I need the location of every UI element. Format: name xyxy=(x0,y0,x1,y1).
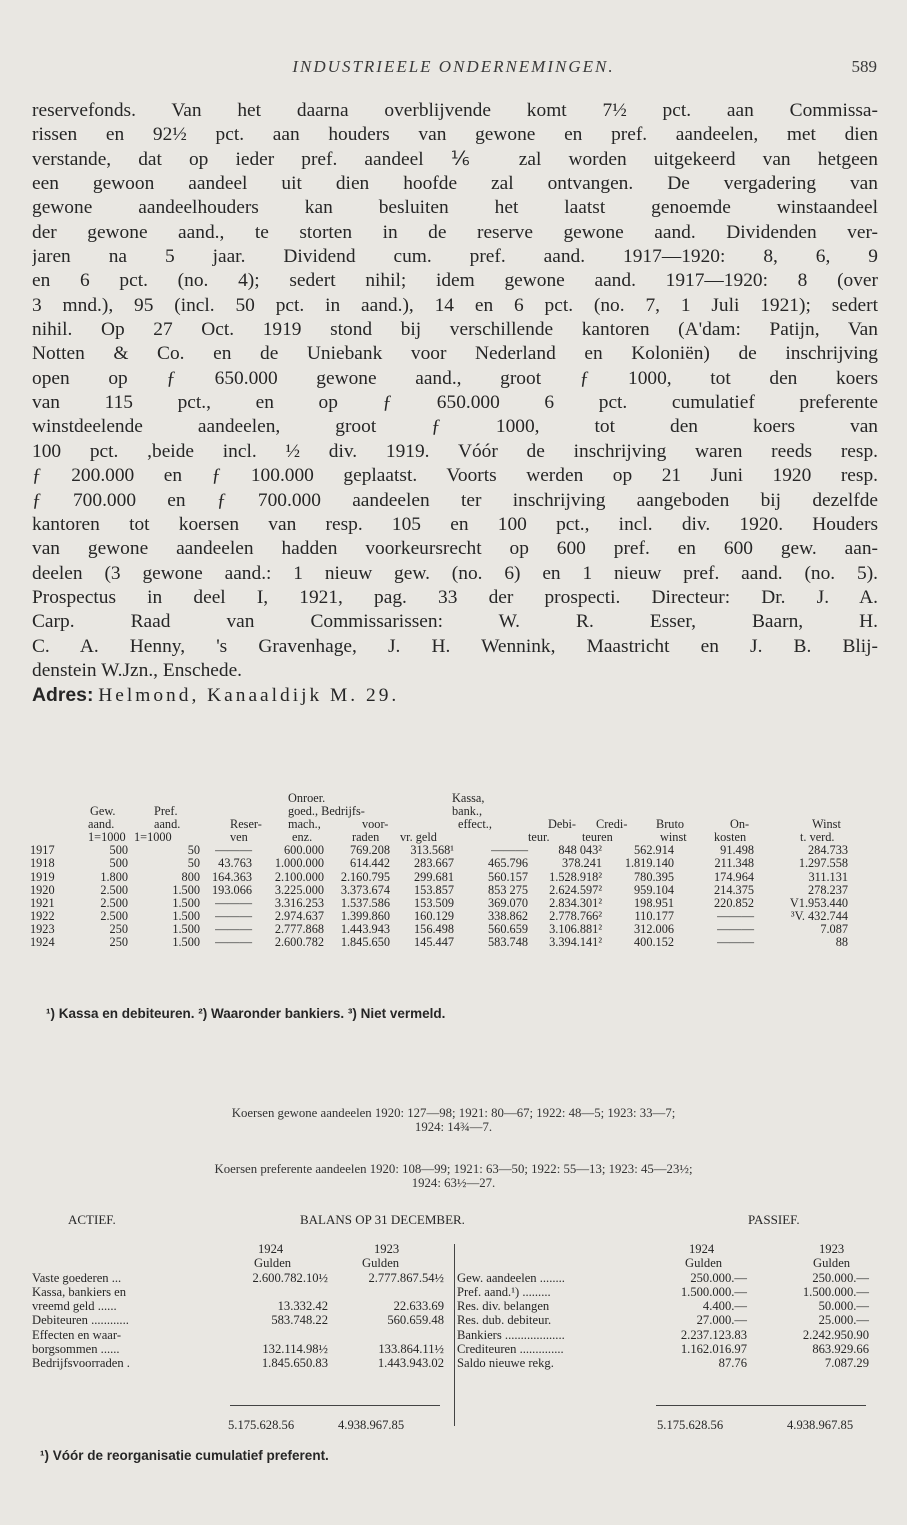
running-header-title: INDUSTRIEELE ONDERNEMINGEN. xyxy=(292,57,615,76)
table-cell: 959.104 xyxy=(634,882,674,897)
table-cell: V1.953.440 xyxy=(789,895,848,910)
balance-row xyxy=(32,1285,452,1299)
col-header: effect., xyxy=(458,817,492,832)
year-cell: 1921 xyxy=(30,895,55,910)
table-cell: 562.914 xyxy=(634,843,674,858)
table-cell: 43.763 xyxy=(218,856,252,871)
table-cell: 250 xyxy=(109,921,128,936)
table-cell: 311.131 xyxy=(808,869,848,884)
table-cell: 1.500 xyxy=(172,935,200,950)
table-cell: 2.160.795 xyxy=(340,869,390,884)
table-cell: 378.241 xyxy=(562,856,602,871)
col-header: ven xyxy=(230,830,248,845)
text-line: reservefonds. Van het daarna overblijvende komt 7½ pct. aan Commissa- xyxy=(32,100,878,121)
balance-label: Gew. aandeelen ........ xyxy=(457,1270,565,1285)
table-cell: 2.834.301² xyxy=(549,895,602,910)
balance-passief xyxy=(457,1242,877,1371)
table-cell: 3.225.000 xyxy=(274,882,324,897)
year-a: 1924 xyxy=(258,1242,284,1256)
table-cell: 2.500 xyxy=(100,895,128,910)
col-header: Debi- xyxy=(548,817,576,832)
balance-value: 1.443.943.02 xyxy=(377,1356,444,1371)
col-header: goed., Bedrijfs- xyxy=(288,804,365,819)
table-cell: 848 043² xyxy=(558,843,602,858)
col-header: enz. xyxy=(292,830,313,845)
total-a: 5.175.628.56 xyxy=(228,1418,295,1432)
year-cell: 1924 xyxy=(30,935,55,950)
table-cell: 145.447 xyxy=(414,935,454,950)
text-line: van 115 pct., en op ƒ 650.000 6 pct. cumulatief preferente xyxy=(32,392,878,414)
table-cell: 2.100.000 xyxy=(274,869,324,884)
balance-row xyxy=(32,1313,452,1327)
balance-value: 560.659.48 xyxy=(387,1313,444,1328)
balance-value: 1.500.000.— xyxy=(680,1284,747,1299)
text-line: 100 pct. ,beide incl. ½ div. 1919. Vóór de inschrijving waren reeds resp. xyxy=(32,440,878,462)
table-cell: 614.442 xyxy=(350,856,390,871)
year-header xyxy=(457,1242,877,1256)
balance-label: Crediteuren .............. xyxy=(457,1342,564,1357)
table-row xyxy=(30,871,878,884)
unit-header xyxy=(32,1256,452,1270)
balance-row xyxy=(32,1271,452,1285)
table-cell: 2.624.597² xyxy=(549,882,602,897)
balance-label: Debiteuren ............ xyxy=(32,1313,129,1328)
actief-totals xyxy=(32,1418,452,1432)
text-line: jaren na 5 jaar. Dividend cum. pref. aand. 1917—1920: 8, 6, 9 xyxy=(32,246,878,268)
text-line: en 6 pct. (no. 4); sedert nihil; idem gewone aand. 1917—1920: 8 (over xyxy=(32,270,878,292)
balance-value: 1.845.650.83 xyxy=(261,1356,328,1371)
balance-label: Res. div. belangen xyxy=(457,1299,550,1314)
balance-row xyxy=(457,1285,877,1299)
table-cell: 284.733 xyxy=(808,843,848,858)
text-line: Prospectus in deel I, 1921, pag. 33 der prospecti. Directeur: Dr. J. A. xyxy=(32,586,878,608)
table-cell: 214.375 xyxy=(714,882,754,897)
balance-value: 22.633.69 xyxy=(393,1299,444,1314)
passief-totals xyxy=(457,1418,877,1432)
table-cell: 600.000 xyxy=(284,843,324,858)
text-line: kantoren tot koersen van resp. 105 en 100 pct., incl. div. 1920. Houders xyxy=(32,513,878,535)
year-cell: 1920 xyxy=(30,882,55,897)
year-cell: 1918 xyxy=(30,856,55,871)
year-header xyxy=(32,1242,452,1256)
table-cell: ——— xyxy=(215,895,252,910)
total-rule xyxy=(230,1405,440,1406)
table-cell: 193.066 xyxy=(212,882,252,897)
adres-line xyxy=(32,683,878,707)
table-cell: 153.509 xyxy=(414,895,454,910)
table-cell: 465.796 xyxy=(488,856,528,871)
table-cell: 769.208 xyxy=(350,843,390,858)
table-row xyxy=(30,857,878,870)
table-row xyxy=(30,884,878,897)
balance-value: 25.000.— xyxy=(818,1313,869,1328)
table-row xyxy=(30,936,878,949)
col-header: Gew. xyxy=(90,804,116,819)
table-cell: ——— xyxy=(717,921,754,936)
unit-header xyxy=(457,1256,877,1270)
col-header: Credi- xyxy=(596,817,628,832)
text-line: verstande, dat op ieder pref. aandeel ⅙ zal worden uitgekeerd van hetgeen xyxy=(32,148,878,170)
balance-actief xyxy=(32,1242,452,1371)
page-number: 589 xyxy=(851,57,877,76)
table-cell: ——— xyxy=(215,843,252,858)
total-a: 5.175.628.56 xyxy=(657,1418,724,1432)
year-b: 1923 xyxy=(374,1242,400,1256)
actief-rows xyxy=(32,1271,452,1371)
text-line: rissen en 92½ pct. aan houders van gewone en pref. aandeelen, met dien xyxy=(32,124,878,146)
text-line: 3 mnd.), 95 (incl. 50 pct. in aand.), 14 en 6 pct. (no. 7, 1 Juli 1921); sedert xyxy=(32,294,878,316)
balance-value: 1.500.000.— xyxy=(802,1284,869,1299)
balance-label: Res. dub. debiteur. xyxy=(457,1313,552,1328)
text-line: nihil. Op 27 Oct. 1919 stond bij verschillende kantoren (A'dam: Patijn, Van xyxy=(32,319,878,341)
balance-value: 863.929.66 xyxy=(812,1342,869,1357)
text-line: Carp. Raad van Commissarissen: W. R. Esser, Baarn, H. xyxy=(32,611,878,633)
balance-value: 27.000.— xyxy=(696,1313,747,1328)
balance-row xyxy=(32,1328,452,1342)
balance-value: 1.162.016.97 xyxy=(680,1342,747,1357)
text-line: deelen (3 gewone aand.: 1 nieuw gew. (no. 6) en 1 nieuw pref. aand. (no. 5). xyxy=(32,562,878,584)
balance-value: 132.114.98½ xyxy=(262,1342,328,1357)
table-cell: 7.087 xyxy=(820,921,848,936)
balance-divider xyxy=(454,1244,455,1426)
balance-value: 2.242.950.90 xyxy=(802,1327,869,1342)
koersen-preferente xyxy=(0,1162,907,1190)
balance-label: Vaste goederen ... xyxy=(32,1270,122,1285)
col-header: Pref. xyxy=(154,804,178,819)
balance-row xyxy=(457,1342,877,1356)
col-header: kosten xyxy=(714,830,747,845)
col-header: vr. geld xyxy=(400,830,437,845)
koersen-line: 1924: 14¾—7. xyxy=(414,1120,493,1134)
text-line: ƒ 200.000 en ƒ 100.000 geplaatst. Voorts werden op 21 Juni 1920 resp. xyxy=(32,465,878,487)
adres-label: Adres: xyxy=(32,684,94,707)
koersen-line: Koersen gewone aandeelen 1920: 127—98; 1921: 80—67; 1922: 48—5; 1923: 33—7; xyxy=(231,1106,676,1120)
table-cell: ——— xyxy=(215,908,252,923)
table-cell: 50 xyxy=(187,843,200,858)
table-cell: 50 xyxy=(187,856,200,871)
table-cell: 338.862 xyxy=(488,908,528,923)
table-cell: 2.777.868 xyxy=(274,921,324,936)
table-cell: 2.600.782 xyxy=(274,935,324,950)
text-line: van gewone aandeelen hadden voorkeursrecht op 600 pref. en 600 gew. aan- xyxy=(32,538,878,560)
table-cell: 369.070 xyxy=(488,895,528,910)
col-header: aand. xyxy=(88,817,115,832)
passief-label: PASSIEF. xyxy=(748,1212,800,1227)
table-cell: 3.394.141² xyxy=(549,935,602,950)
col-header: teuren xyxy=(582,830,613,845)
table-cell: 1.800 xyxy=(100,869,128,884)
balance-label: borgsommen ...... xyxy=(32,1342,120,1357)
year-a: 1924 xyxy=(689,1242,715,1256)
year-cell: 1923 xyxy=(30,921,55,936)
balance-value: 2.237.123.83 xyxy=(680,1327,747,1342)
total-rule xyxy=(656,1405,866,1406)
table-cell: ——— xyxy=(215,921,252,936)
koersen-gewone xyxy=(0,1106,907,1134)
text-line: ƒ 700.000 en ƒ 700.000 aandeelen ter inschrijving aangeboden bij dezelfde xyxy=(32,489,878,511)
balance-label: Kassa, bankiers en xyxy=(32,1284,127,1299)
balance-label: Effecten en waar- xyxy=(32,1327,122,1342)
table-cell: 780.395 xyxy=(634,869,674,884)
col-header: voor- xyxy=(362,817,389,832)
table-cell: 91.498 xyxy=(720,843,754,858)
table-cell: 156.498 xyxy=(414,921,454,936)
actief-label: ACTIEF. xyxy=(68,1212,116,1227)
table-cell: 250 xyxy=(109,935,128,950)
col-header: 1=1000 xyxy=(88,830,126,845)
total-b: 4.938.967.85 xyxy=(787,1418,854,1432)
table-cell: 1.500 xyxy=(172,895,200,910)
table-cell: 500 xyxy=(109,856,128,871)
table-cell: 800 xyxy=(181,869,200,884)
table-row xyxy=(30,910,878,923)
table-cell: 312.006 xyxy=(634,921,674,936)
table-cell: 400.152 xyxy=(634,935,674,950)
balance-label: Bedrijfsvoorraden . xyxy=(32,1356,130,1371)
year-cell: 1919 xyxy=(30,869,55,884)
table-cell: 1.819.140 xyxy=(624,856,674,871)
table-cell: 1.537.586 xyxy=(340,895,390,910)
balance-row xyxy=(457,1356,877,1370)
table-cell: 220.852 xyxy=(714,895,754,910)
table-cell: ——— xyxy=(215,935,252,950)
table-cell: 2.778.766² xyxy=(549,908,602,923)
table-cell: 174.964 xyxy=(714,869,754,884)
koersen-line: 1924: 63½—27. xyxy=(411,1176,496,1190)
unit-b: Gulden xyxy=(813,1256,851,1271)
table-row xyxy=(30,897,878,910)
balance-row xyxy=(32,1299,452,1313)
adres-value: Helmond, Kanaaldijk M. 29. xyxy=(98,685,400,707)
table-cell: 88 xyxy=(835,935,848,950)
col-header: winst xyxy=(660,830,687,845)
table-cell: 560.659 xyxy=(488,921,528,936)
table-cell: 283.667 xyxy=(414,856,454,871)
table-cell: 278.237 xyxy=(808,882,848,897)
balance-row xyxy=(457,1299,877,1313)
table-cell: 2.500 xyxy=(100,908,128,923)
koersen-line: Koersen preferente aandeelen 1920: 108—99; 1921: 63—50; 1922: 55—13; 1923: 45—23½; xyxy=(214,1162,693,1176)
col-header: aand. xyxy=(154,817,181,832)
table-cell: 500 xyxy=(109,843,128,858)
balance-value: 250.000.— xyxy=(812,1270,869,1285)
balance-label: Saldo nieuwe rekg. xyxy=(457,1356,554,1371)
year-b: 1923 xyxy=(819,1242,845,1256)
passief-rows xyxy=(457,1271,877,1371)
balance-row xyxy=(457,1271,877,1285)
table-cell: 560.157 xyxy=(488,869,528,884)
balance-value: 87.76 xyxy=(718,1356,747,1371)
total-row xyxy=(457,1418,877,1432)
col-header: mach., xyxy=(288,817,321,832)
balance-value: 50.000.— xyxy=(818,1299,869,1314)
unit-a: Gulden xyxy=(254,1256,292,1271)
total-b: 4.938.967.85 xyxy=(338,1418,405,1432)
table-cell: 3.316.253 xyxy=(274,895,324,910)
table-cell: 198.951 xyxy=(634,895,674,910)
table-cell: ——— xyxy=(491,843,528,858)
col-header: Onroer. xyxy=(288,791,326,805)
text-line: Notten & Co. en de Uniebank voor Nederland en Koloniën) de inschrijving xyxy=(32,343,878,365)
table-cell: 1.297.558 xyxy=(798,856,848,871)
col-header: Kassa, xyxy=(452,791,485,805)
col-header: t. verd. xyxy=(800,830,835,845)
table-cell: ——— xyxy=(717,935,754,950)
balance-row xyxy=(457,1328,877,1342)
text-line: C. A. Henny, 's Gravenhage, J. H. Wennink, Maastricht en J. B. Blij- xyxy=(32,635,878,657)
balance-value: 13.332.42 xyxy=(277,1299,328,1314)
balance-value: 7.087.29 xyxy=(824,1356,869,1371)
unit-b: Gulden xyxy=(362,1256,400,1271)
text-line: gewone aandeelhouders kan besluiten het laatst genoemde winstaandeel xyxy=(32,197,878,219)
table-cell: 3.373.674 xyxy=(340,882,390,897)
balance-label: vreemd geld ...... xyxy=(32,1299,117,1314)
col-header: bank., xyxy=(452,804,483,819)
table-cell: 1.000.000 xyxy=(274,856,324,871)
col-header: Winst xyxy=(812,817,841,832)
balance-value: 2.777.867.54½ xyxy=(368,1270,444,1285)
table-cell: 1.845.650 xyxy=(340,935,390,950)
year-cell: 1917 xyxy=(30,843,55,858)
table-cell: 3.106.881² xyxy=(549,921,602,936)
table-cell: 1.500 xyxy=(172,921,200,936)
balance-label: Bankiers ................... xyxy=(457,1327,565,1342)
balance-value: 133.864.11½ xyxy=(378,1342,444,1357)
table-cell: 211.348 xyxy=(714,856,754,871)
table-cell: 1.443.943 xyxy=(340,921,390,936)
balance-value: 250.000.— xyxy=(690,1270,747,1285)
table-cell: 1.399.860 xyxy=(340,908,390,923)
balance-title: BALANS OP 31 DECEMBER. xyxy=(300,1212,465,1227)
balance-label: Pref. aand.¹) ......... xyxy=(457,1284,551,1299)
col-header: 1=1000 xyxy=(134,830,172,845)
balance-footnote: ¹) Vóór de reorganisatie cumulatief preferent. xyxy=(40,1448,329,1463)
table-footnote: ¹) Kassa en debiteuren. ²) Waaronder bankiers. ³) Niet vermeld. xyxy=(46,1006,446,1021)
text-line: der gewone aand., te storten in de reserve gewone aand. Dividenden ver- xyxy=(32,221,878,243)
year-cell: 1922 xyxy=(30,908,55,923)
text-line: open op ƒ 650.000 gewone aand., groot ƒ 1000, tot den koers xyxy=(32,367,878,389)
text-line: een gewoon aandeel uit dien hoofde zal ontvangen. De vergadering van xyxy=(32,173,878,195)
company-description xyxy=(32,99,878,708)
table-body xyxy=(30,844,878,949)
table-cell: 299.681 xyxy=(414,869,454,884)
col-header: teur. xyxy=(528,830,550,845)
table-cell: 2.500 xyxy=(100,882,128,897)
balance-value: 4.400.— xyxy=(702,1299,747,1314)
table-cell: 1.500 xyxy=(172,908,200,923)
text-line: winstdeelende aandeelen, groot ƒ 1000, tot den koers van xyxy=(32,416,878,438)
balance-value: 2.600.782.10½ xyxy=(252,1270,328,1285)
financial-table xyxy=(30,792,878,949)
balance-row xyxy=(32,1342,452,1356)
table-cell: 853 275 xyxy=(488,882,528,897)
table-cell: 2.974.637 xyxy=(274,908,324,923)
table-cell: 1.500 xyxy=(172,882,200,897)
table-cell: 583.748 xyxy=(488,935,528,950)
col-header: On- xyxy=(730,817,750,832)
balance-row xyxy=(457,1313,877,1327)
table-cell: 160.129 xyxy=(414,908,454,923)
col-header: raden xyxy=(352,830,380,845)
col-header: Bruto xyxy=(656,817,685,832)
table-cell: ——— xyxy=(717,908,754,923)
table-cell: 1.528.918² xyxy=(549,869,602,884)
table-cell: ³V. 432.744 xyxy=(790,908,848,923)
total-row xyxy=(32,1418,452,1432)
table-cell: 153.857 xyxy=(414,882,454,897)
col-header: Reser- xyxy=(230,817,262,832)
table-cell: 110.177 xyxy=(634,908,674,923)
table-cell: 164.363 xyxy=(212,869,252,884)
balance-value: 583.748.22 xyxy=(271,1313,328,1328)
unit-a: Gulden xyxy=(685,1256,723,1271)
table-cell: 313.568¹ xyxy=(410,843,454,858)
text-line: denstein W.Jzn., Enschede. xyxy=(32,659,243,681)
balance-row xyxy=(32,1356,452,1370)
